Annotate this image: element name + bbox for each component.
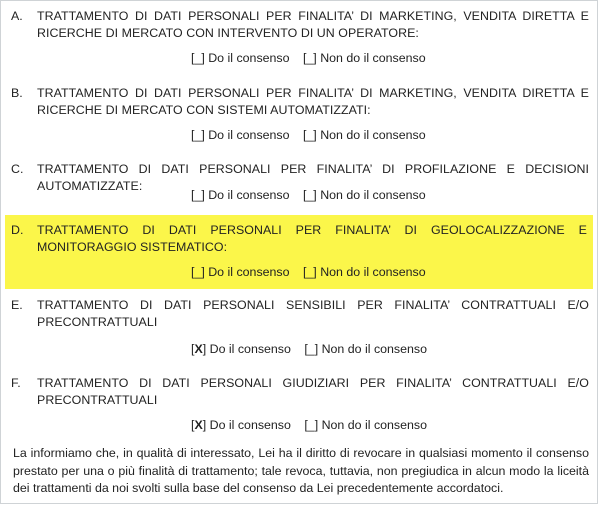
deny-consent-option[interactable]	[304, 417, 427, 434]
deny-checkbox[interactable]: [_]	[302, 265, 317, 279]
section-text: TRATTAMENTO DI DATI PERSONALI PER FINALITA’ DI MARKETING, VENDITA DIRETTA E RICERCHE DI MERCATO CON INTERVENTO DI UN OPERATORE:	[37, 9, 589, 40]
consent-checkbox[interactable]: [_]	[191, 51, 205, 65]
deny-label: Non do il consenso	[320, 128, 426, 142]
give-consent-option[interactable]	[191, 50, 290, 67]
section-text: TRATTAMENTO DI DATI PERSONALI SENSIBILI PER FINALITA’ CONTRATTUALI E/O PRECONTRATTUALI	[37, 298, 589, 329]
deny-label: Non do il consenso	[321, 342, 427, 356]
deny-label: Non do il consenso	[320, 188, 426, 202]
deny-checkbox[interactable]: [_]	[302, 128, 317, 142]
consent-checkbox[interactable]: [X]	[191, 418, 207, 432]
section-c	[5, 161, 589, 207]
deny-checkbox[interactable]: [_]	[302, 51, 317, 65]
consent-checkbox[interactable]: [_]	[191, 188, 205, 202]
give-consent-option[interactable]	[191, 127, 290, 144]
deny-checkbox[interactable]: [_]	[304, 418, 319, 432]
give-consent-option[interactable]	[191, 341, 291, 358]
section-letter: A.	[11, 9, 23, 23]
consent-label: Do il consenso	[208, 188, 290, 202]
deny-checkbox[interactable]: [_]	[302, 188, 317, 202]
consent-label: Do il consenso	[208, 128, 290, 142]
deny-checkbox[interactable]: [_]	[304, 342, 319, 356]
section-letter: D.	[11, 223, 24, 237]
section-letter: F.	[11, 376, 21, 390]
consent-label: Do il consenso	[209, 342, 291, 356]
section-text: TRATTAMENTO DI DATI PERSONALI GIUDIZIARI PER FINALITA’ CONTRATTUALI E/O PRECONTRATTUALI	[37, 376, 589, 407]
deny-consent-option[interactable]	[303, 264, 426, 281]
section-a	[5, 8, 589, 72]
deny-label: Non do il consenso	[320, 51, 426, 65]
give-consent-option[interactable]	[191, 264, 290, 281]
consent-label: Do il consenso	[208, 265, 290, 279]
deny-consent-option[interactable]	[304, 341, 427, 358]
deny-label: Non do il consenso	[320, 265, 426, 279]
consent-label: Do il consenso	[209, 418, 291, 432]
section-f	[5, 375, 589, 439]
consent-label: Do il consenso	[208, 51, 290, 65]
section-letter: E.	[11, 298, 23, 312]
section-e	[5, 297, 589, 361]
section-d	[5, 215, 593, 289]
section-letter: B.	[11, 86, 23, 100]
give-consent-option[interactable]	[191, 187, 290, 204]
deny-label: Non do il consenso	[321, 418, 427, 432]
consent-checkbox[interactable]: [X]	[191, 342, 207, 356]
deny-consent-option[interactable]	[303, 187, 426, 204]
deny-consent-option[interactable]	[303, 127, 426, 144]
section-text: TRATTAMENTO DI DATI PERSONALI PER FINALITA’ DI MARKETING, VENDITA DIRETTA E RICERCHE DI MERCATO CON SISTEMI AUTOMATIZZATI:	[37, 86, 589, 117]
section-text: TRATTAMENTO DI DATI PERSONALI PER FINALITA’ DI GEOLOCALIZZAZIONE E MONITORAGGIO SISTEMATICO:	[37, 223, 587, 254]
give-consent-option[interactable]	[191, 417, 291, 434]
deny-consent-option[interactable]	[303, 50, 426, 67]
consent-checkbox[interactable]: [_]	[191, 128, 205, 142]
section-letter: C.	[11, 162, 24, 176]
revocation-notice: La informiamo che, in qualità di interessato, Lei ha il diritto di revocare in qualsiasi momento il consenso prestato per una o più finalità di trattamento; tale revoca, tuttavia, non pregiudica in alcun modo la liceità dei trattamenti da noi svolti sulla base del consenso da Lei precedentemente accordatoci.	[13, 446, 589, 495]
consent-checkbox[interactable]: [_]	[191, 265, 205, 279]
section-text: TRATTAMENTO DI DATI PERSONALI PER FINALITA’ DI PROFILAZIONE E DECISIONI AUTOMATIZZATE:	[37, 162, 589, 193]
section-b	[5, 85, 589, 149]
